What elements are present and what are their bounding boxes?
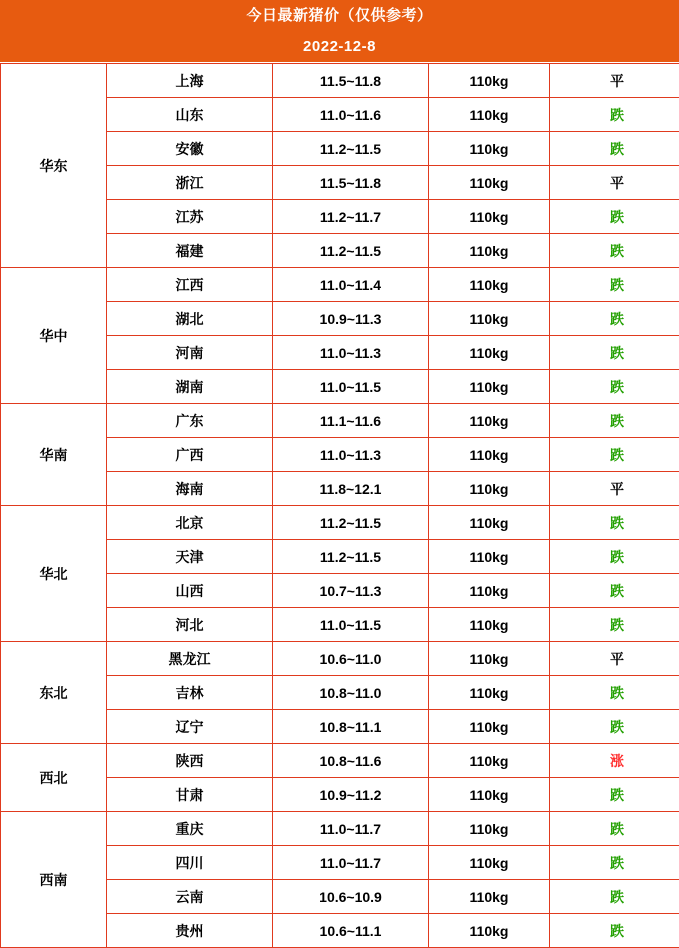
trend-cell: 跌 bbox=[550, 676, 679, 710]
province-cell: 重庆 bbox=[107, 812, 273, 846]
price-table-body bbox=[1, 64, 679, 948]
region-cell: 华南 bbox=[1, 404, 107, 506]
province-cell: 福建 bbox=[107, 234, 273, 268]
table-row bbox=[1, 812, 679, 846]
price-cell: 11.0~11.5 bbox=[273, 370, 429, 404]
region-cell: 华东 bbox=[1, 64, 107, 268]
price-cell: 11.0~11.5 bbox=[273, 608, 429, 642]
province-cell: 江苏 bbox=[107, 200, 273, 234]
price-cell: 11.5~11.8 bbox=[273, 64, 429, 98]
trend-cell: 跌 bbox=[550, 608, 679, 642]
province-cell: 黑龙江 bbox=[107, 642, 273, 676]
province-cell: 广东 bbox=[107, 404, 273, 438]
weight-cell: 110kg bbox=[429, 506, 550, 540]
region-cell: 西北 bbox=[1, 744, 107, 812]
trend-cell: 跌 bbox=[550, 336, 679, 370]
table-row bbox=[1, 642, 679, 676]
province-cell: 广西 bbox=[107, 438, 273, 472]
trend-cell: 跌 bbox=[550, 404, 679, 438]
weight-cell: 110kg bbox=[429, 64, 550, 98]
weight-cell: 110kg bbox=[429, 540, 550, 574]
weight-cell: 110kg bbox=[429, 880, 550, 914]
price-cell: 10.8~11.1 bbox=[273, 710, 429, 744]
price-cell: 10.9~11.3 bbox=[273, 302, 429, 336]
price-cell: 10.8~11.6 bbox=[273, 744, 429, 778]
weight-cell: 110kg bbox=[429, 710, 550, 744]
weight-cell: 110kg bbox=[429, 404, 550, 438]
table-row bbox=[1, 404, 679, 438]
weight-cell: 110kg bbox=[429, 778, 550, 812]
price-cell: 11.2~11.5 bbox=[273, 132, 429, 166]
table-row bbox=[1, 268, 679, 302]
province-cell: 天津 bbox=[107, 540, 273, 574]
date-label: 2022-12-8 bbox=[0, 32, 679, 63]
trend-cell: 跌 bbox=[550, 98, 679, 132]
weight-cell: 110kg bbox=[429, 676, 550, 710]
weight-cell: 110kg bbox=[429, 472, 550, 506]
price-cell: 10.7~11.3 bbox=[273, 574, 429, 608]
weight-cell: 110kg bbox=[429, 336, 550, 370]
price-cell: 11.2~11.5 bbox=[273, 540, 429, 574]
trend-cell: 跌 bbox=[550, 574, 679, 608]
weight-cell: 110kg bbox=[429, 744, 550, 778]
price-cell: 11.0~11.3 bbox=[273, 336, 429, 370]
weight-cell: 110kg bbox=[429, 234, 550, 268]
trend-cell: 涨 bbox=[550, 744, 679, 778]
price-cell: 11.0~11.7 bbox=[273, 812, 429, 846]
province-cell: 山东 bbox=[107, 98, 273, 132]
weight-cell: 110kg bbox=[429, 370, 550, 404]
trend-cell: 跌 bbox=[550, 710, 679, 744]
price-cell: 10.9~11.2 bbox=[273, 778, 429, 812]
province-cell: 四川 bbox=[107, 846, 273, 880]
province-cell: 云南 bbox=[107, 880, 273, 914]
weight-cell: 110kg bbox=[429, 574, 550, 608]
weight-cell: 110kg bbox=[429, 302, 550, 336]
trend-cell: 跌 bbox=[550, 812, 679, 846]
province-cell: 吉林 bbox=[107, 676, 273, 710]
price-cell: 11.0~11.7 bbox=[273, 846, 429, 880]
weight-cell: 110kg bbox=[429, 608, 550, 642]
trend-cell: 跌 bbox=[550, 132, 679, 166]
province-cell: 北京 bbox=[107, 506, 273, 540]
weight-cell: 110kg bbox=[429, 812, 550, 846]
weight-cell: 110kg bbox=[429, 438, 550, 472]
trend-cell: 跌 bbox=[550, 438, 679, 472]
province-cell: 湖南 bbox=[107, 370, 273, 404]
province-cell: 河北 bbox=[107, 608, 273, 642]
province-cell: 海南 bbox=[107, 472, 273, 506]
price-cell: 11.2~11.7 bbox=[273, 200, 429, 234]
weight-cell: 110kg bbox=[429, 132, 550, 166]
province-cell: 安徽 bbox=[107, 132, 273, 166]
trend-cell: 跌 bbox=[550, 506, 679, 540]
price-cell: 10.6~11.0 bbox=[273, 642, 429, 676]
weight-cell: 110kg bbox=[429, 98, 550, 132]
price-cell: 10.8~11.0 bbox=[273, 676, 429, 710]
trend-cell: 跌 bbox=[550, 268, 679, 302]
table-row bbox=[1, 64, 679, 98]
price-cell: 11.1~11.6 bbox=[273, 404, 429, 438]
region-cell: 西南 bbox=[1, 812, 107, 948]
province-cell: 上海 bbox=[107, 64, 273, 98]
table-row bbox=[1, 506, 679, 540]
weight-cell: 110kg bbox=[429, 846, 550, 880]
page-title: 今日最新猪价（仅供参考） bbox=[0, 0, 679, 32]
price-cell: 11.0~11.3 bbox=[273, 438, 429, 472]
trend-cell: 跌 bbox=[550, 302, 679, 336]
trend-cell: 跌 bbox=[550, 200, 679, 234]
region-cell: 华中 bbox=[1, 268, 107, 404]
price-cell: 11.5~11.8 bbox=[273, 166, 429, 200]
province-cell: 贵州 bbox=[107, 914, 273, 948]
trend-cell: 跌 bbox=[550, 846, 679, 880]
province-cell: 辽宁 bbox=[107, 710, 273, 744]
table-row bbox=[1, 744, 679, 778]
trend-cell: 平 bbox=[550, 472, 679, 506]
weight-cell: 110kg bbox=[429, 268, 550, 302]
trend-cell: 跌 bbox=[550, 540, 679, 574]
price-table bbox=[0, 63, 679, 948]
price-cell: 11.0~11.4 bbox=[273, 268, 429, 302]
price-cell: 10.6~11.1 bbox=[273, 914, 429, 948]
price-cell: 10.6~10.9 bbox=[273, 880, 429, 914]
region-cell: 华北 bbox=[1, 506, 107, 642]
province-cell: 河南 bbox=[107, 336, 273, 370]
trend-cell: 跌 bbox=[550, 914, 679, 948]
price-cell: 11.0~11.6 bbox=[273, 98, 429, 132]
province-cell: 甘肃 bbox=[107, 778, 273, 812]
price-cell: 11.2~11.5 bbox=[273, 506, 429, 540]
price-cell: 11.8~12.1 bbox=[273, 472, 429, 506]
province-cell: 山西 bbox=[107, 574, 273, 608]
weight-cell: 110kg bbox=[429, 914, 550, 948]
weight-cell: 110kg bbox=[429, 642, 550, 676]
trend-cell: 平 bbox=[550, 642, 679, 676]
trend-cell: 跌 bbox=[550, 880, 679, 914]
province-cell: 江西 bbox=[107, 268, 273, 302]
trend-cell: 跌 bbox=[550, 234, 679, 268]
trend-cell: 跌 bbox=[550, 370, 679, 404]
trend-cell: 平 bbox=[550, 64, 679, 98]
province-cell: 陕西 bbox=[107, 744, 273, 778]
weight-cell: 110kg bbox=[429, 166, 550, 200]
price-cell: 11.2~11.5 bbox=[273, 234, 429, 268]
region-cell: 东北 bbox=[1, 642, 107, 744]
province-cell: 湖北 bbox=[107, 302, 273, 336]
trend-cell: 平 bbox=[550, 166, 679, 200]
weight-cell: 110kg bbox=[429, 200, 550, 234]
trend-cell: 跌 bbox=[550, 778, 679, 812]
province-cell: 浙江 bbox=[107, 166, 273, 200]
